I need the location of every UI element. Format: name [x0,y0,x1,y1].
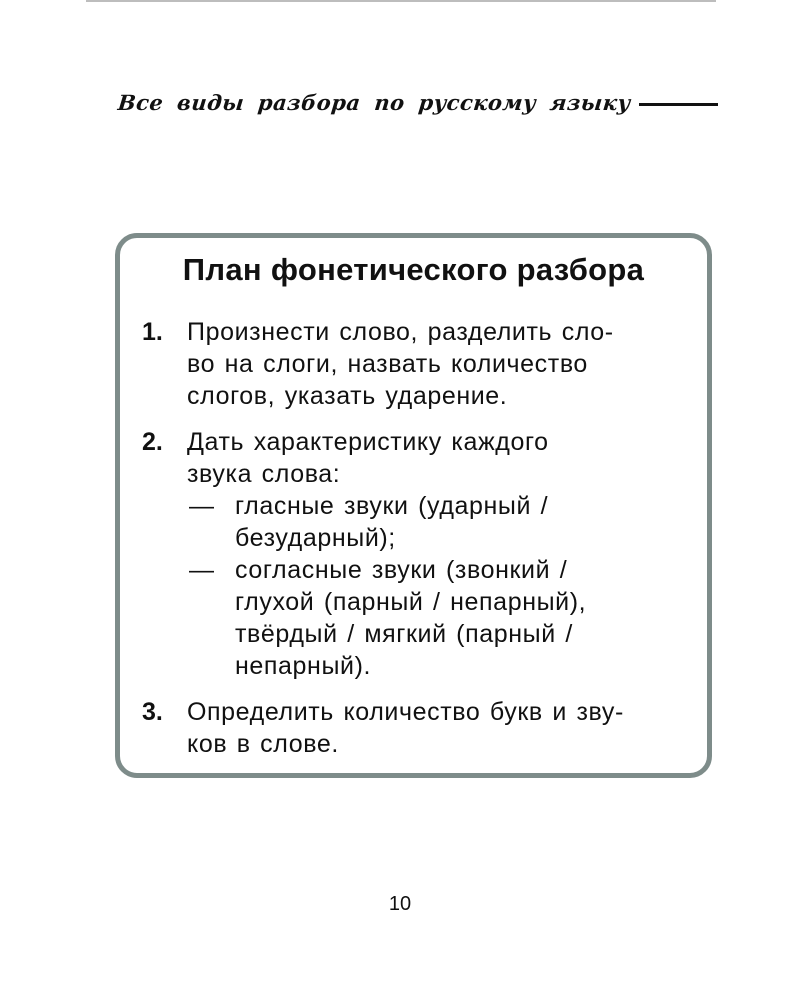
plan-title: План фонетического разбора [182,252,645,287]
sub-item-line: безударный); [235,524,396,552]
page-number: 10 [388,893,412,915]
step-line: во на слоги, назвать количество [187,350,588,378]
step-line: звука слова: [187,460,341,488]
running-head [118,84,718,120]
sub-item-line: согласные звуки (звонкий / [235,556,568,584]
sub-item-line: глухой (парный / непарный), [235,588,587,616]
plan-step-1 [142,316,694,412]
sub-item-line: непарный). [235,652,372,680]
step-line: слогов, указать ударение. [187,382,508,410]
sub-item-vowels [187,490,694,554]
running-head-text: Все виды разбора по русскому языку [116,89,633,115]
sub-item-consonants [187,554,694,682]
top-rule [86,0,716,2]
step-line: Произнести слово, разделить сло- [187,318,614,346]
step-line: ков в слове. [187,730,339,758]
step-number: 1. [142,318,163,346]
plan-step-2 [142,426,694,682]
running-head-rule [639,103,718,106]
step-number: 3. [142,698,163,726]
sub-item-line: гласные звуки (ударный / [235,492,549,520]
plan-box [115,233,712,778]
plan-steps [142,316,694,774]
step-line: Определить количество букв и зву- [187,698,624,726]
step-line: Дать характеристику каждого [187,428,549,456]
dash-marker: — [189,556,214,584]
sub-items [187,490,694,682]
step-number: 2. [142,428,163,456]
plan-step-3 [142,696,694,760]
dash-marker: — [189,492,214,520]
sub-item-line: твёрдый / мягкий (парный / [235,620,573,648]
